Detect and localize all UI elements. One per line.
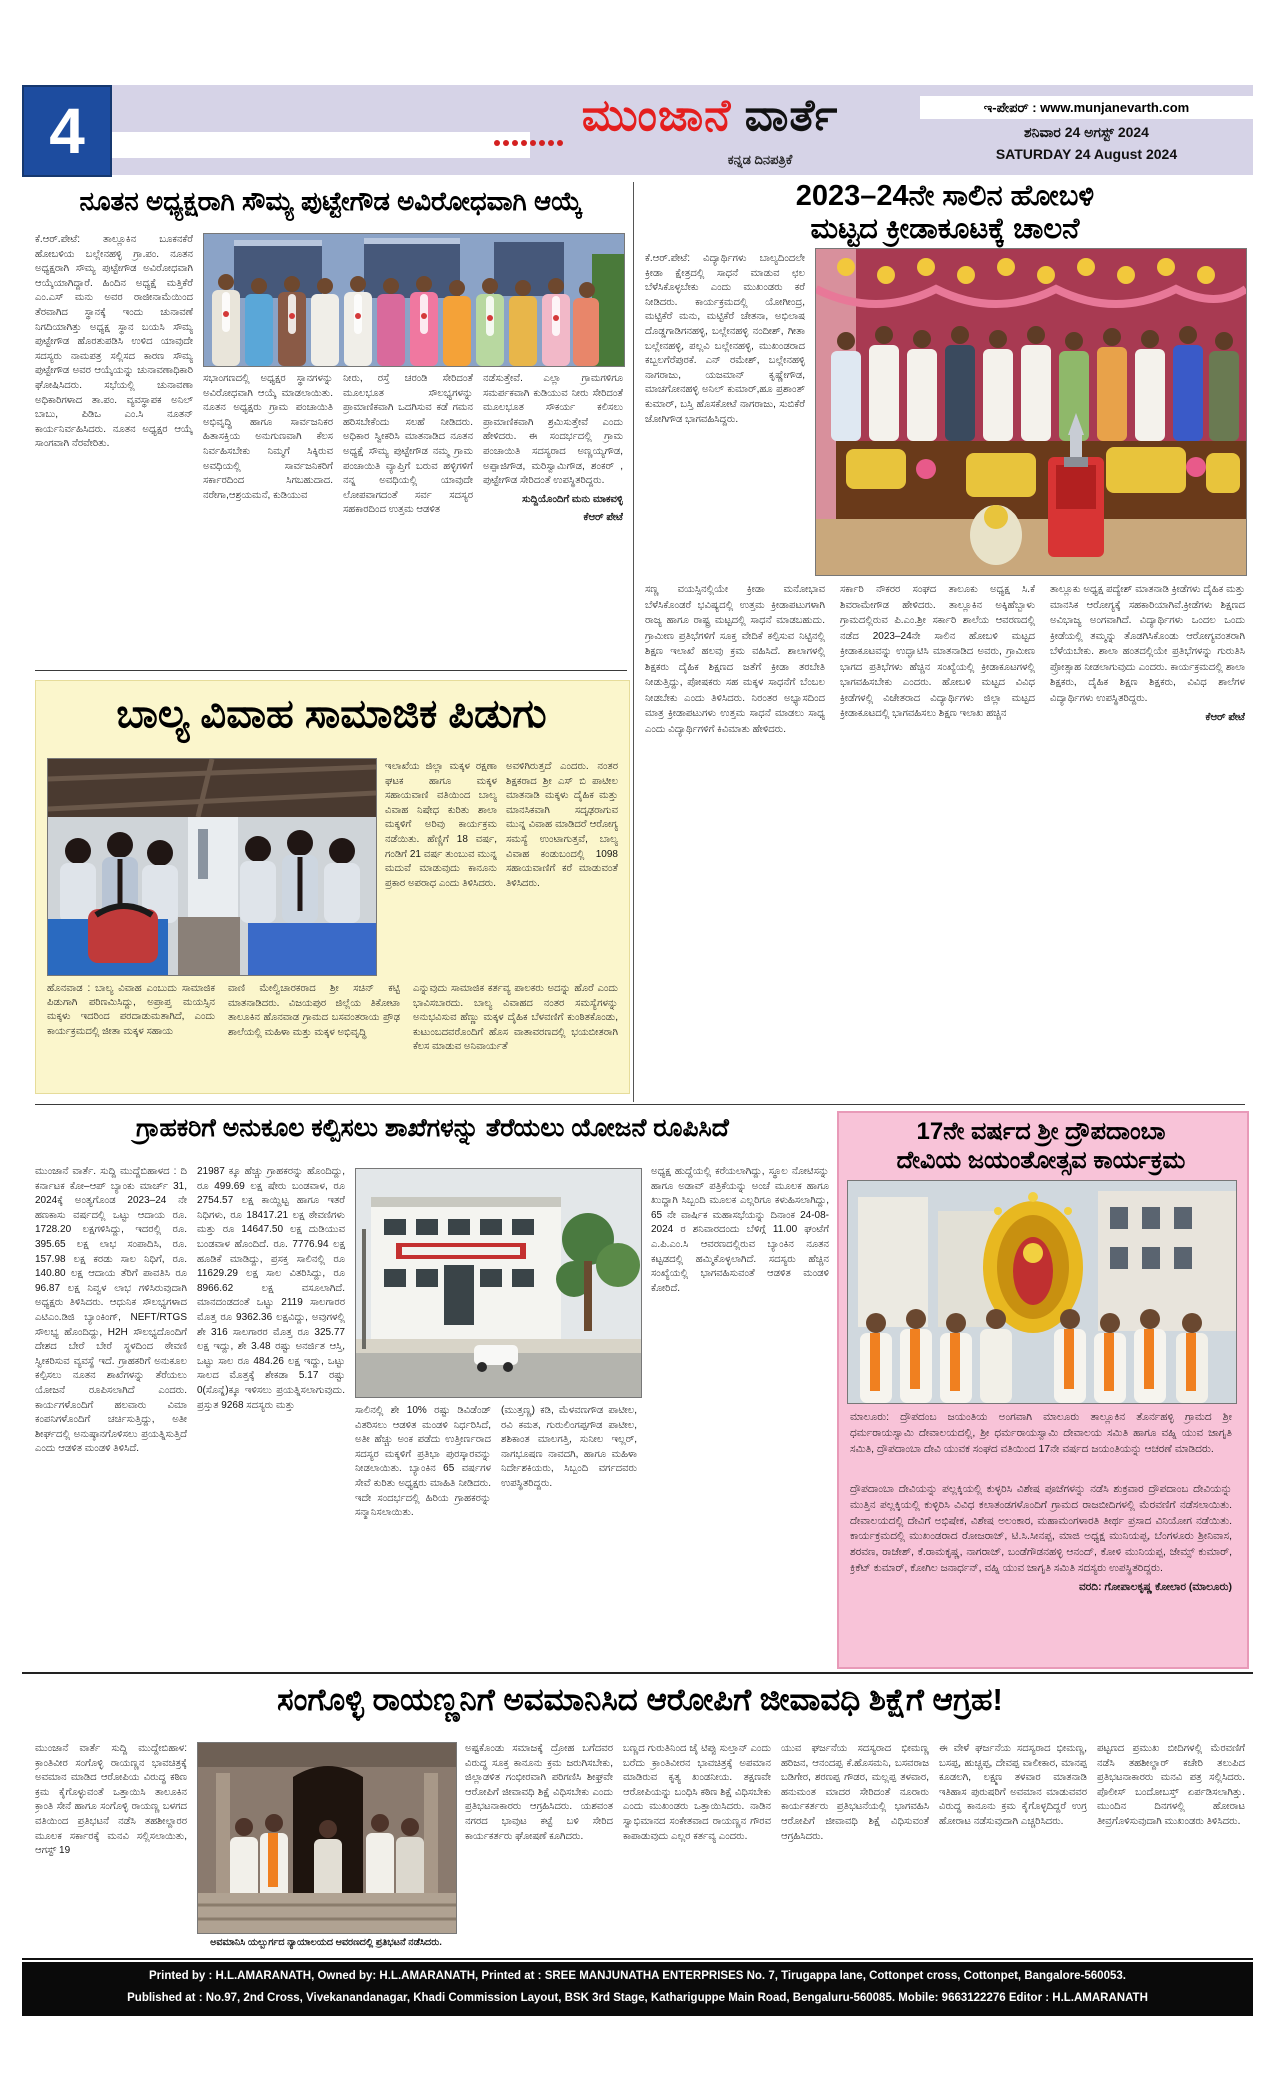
article1-headline: ನೂತನ ಅಧ್ಯಕ್ಷರಾಗಿ ಸೌಮ್ಯ ಪುಟ್ಟೇಗೌಡ ಅವಿರೋಧವಾಗಿ ಆಯ್ಕೆ xyxy=(79,186,583,216)
masthead-tagline: ಕನ್ನಡ ದಿನಪತ್ರಿಕೆ xyxy=(727,152,793,167)
article3-caption-col2: ವಾಣಿ ಮೇಲ್ವಿಚಾರಕರಾದ ಶ್ರೀ ಸಚಿನ್ ಕಟ್ಟಿ ಮಾತನಾಡಿದರು. ವಿಜಯಪುರ ಜಿಲ್ಲೆಯ ತಿಕೋಟಾ ತಾಲೂಕಿನ ಹೊನವಾಡ ಗ್ರಾಮದ ಬಸವಂತರಾಯ ಪ್ರೌಢ ಶಾಲೆಯಲ್ಲಿ ಮಹಿಳಾ ಮತ್ತು ಮಕ್ಕಳ ಅಭಿವೃದ್ಧಿ xyxy=(228,983,400,1038)
article3-colR1: ಇಲಾಖೆಯ ಜಿಲ್ಲಾ ಮಕ್ಕಳ ರಕ್ಷಣಾ ಘಟಕ ಹಾಗೂ ಮಕ್ಕಳ ಸಹಾಯವಾಣಿ ವತಿಯಿಂದ ಬಾಲ್ಯ ವಿವಾಹ ನಿಷೇಧ ಕುರಿತು ಶಾಲಾ ಮಕ್ಕಳಿಗೆ ಅರಿವು ಕಾರ್ಯಕ್ರಮ ನಡೆಯಿತು. ಹೆಣ್ಣಿಗೆ 18 ವರ್ಷ, ಗಂಡಿಗೆ 21 ವರ್ಷ ತುಂಬುವ ಮುನ್ನ ಮದುವೆ ಮಾಡುವುದು ಕಾನೂನು ಪ್ರಕಾರ ಅಪರಾಧ ಎಂದು ತಿಳಿಸಿದರು. xyxy=(385,761,497,889)
article3-caption-col1: ಹೊನವಾಡ : ಬಾಲ್ಯ ವಿವಾಹ ಎಂಬುದು ಸಾಮಾಜಿಕ ಪಿಡುಗಾಗಿ ಪರಿಣಮಿಸಿದ್ದು, ಅಪ್ರಾಪ್ತ ಮಯಸ್ಸಿನ ಮಕ್ಕಳು ಇದರಿಂದ ಪರದಾಡುಮತಾಗಿದೆ, ಎಂದು ಕಾರ್ಯಕ್ರಮದಲ್ಲಿ ಜೀತಾ ಮಕ್ಕಳ ಸಹಾಯ xyxy=(47,983,215,1037)
article2-colA: ಸಣ್ಣ ವಯಸ್ಸಿನಲ್ಲಿಯೇ ಕ್ರೀಡಾ ಮನೋಭಾವ ಬೆಳೆಸಿಕೊಂಡರೆ ಭವಿಷ್ಯದಲ್ಲಿ ಉತ್ತಮ ಕ್ರೀಡಾಪಟುಗಳಾಗಿ ರಾಜ್ಯ ಹಾಗೂ ರಾಷ್ಟ್ರ ಮಟ್ಟದಲ್ಲಿ ಸಾಧನೆ ಮಾಡಬಹುದು. ಗ್ರಾಮೀಣ ಪ್ರತಿಭೆಗಳಿಗೆ ಸೂಕ್ತ ವೇದಿಕೆ ಕಲ್ಪಿಸುವ ನಿಟ್ಟಿನಲ್ಲಿ ಶಿಕ್ಷಣ ಇಲಾಖೆ ಹಲವು ಕ್ರಮ ವಹಿಸಿದೆ. ಶಾಲಾಗಳಲ್ಲಿ ಶಿಕ್ಷಕರು ದೈಹಿಕ ಶಿಕ್ಷಣದ ಜತೆಗೆ ಕ್ರೀಡಾ ತರಬೇತಿ ನೀಡುತ್ತಿದ್ದು, ಪೋಷಕರು ಸಹ ಮಕ್ಕಳ ಸಾಧನೆಗೆ ಬೆಂಬಲ ನೀಡಬೇಕು ಎಂದು ತಿಳಿಸಿದರು. ನಿರಂತರ ಅಭ್ಯಾಸದಿಂದ ಮಾತ್ರ ಕ್ರೀಡಾಪಟುಗಳು ಉತ್ತಮ ಸಾಧನೆ ಮಾಡಲು ಸಾಧ್ಯ ಎಂದು ವಿದ್ಯಾರ್ಥಿಗಳಿಗೆ ಕಿವಿಮಾತು ಹೇಳಿದರು. xyxy=(645,584,825,735)
article5-para2 xyxy=(850,1482,1232,1658)
article2-headline-line2: ಮಟ್ಟದ ಕ್ರೀಡಾಕೂಟಕ್ಕೆ ಚಾಲನೆ xyxy=(810,213,1080,246)
masthead-title-black: ವಾರ್ತೆ xyxy=(731,91,839,140)
article4-photo xyxy=(355,1168,642,1398)
article6-caption: ಅವಮಾನಿಸಿ ಯಲ್ಬುರ್ಗದ ನ್ಯಾಯಾಲಯದ ಆವರಣದಲ್ಲಿ ಪ್ರತಿಭಟನೆ ನಡೆಸಿದರು. xyxy=(210,1937,442,1948)
protest-memorandum-photo xyxy=(198,1743,456,1933)
article1-col3: ನೀರು, ರಸ್ತೆ ಚರಂಡಿ ಸೇರಿದಂತೆ ಮೂಲಭೂತ ಸೌಲಭ್ಯಗಳನ್ನು ಪ್ರಾಮಾಣಿಕವಾಗಿ ಒದಗಿಸುವ ಕಡೆ ಗಮನ ಹರಿಸಬೇಕೆಂದು ಸಲಹೆ ನೀಡಿದರು. ಅಧಿಕಾರ ಸ್ವೀಕರಿಸಿ ಮಾತನಾಡಿದ ನೂತನ ಅಧ್ಯಕ್ಷೆ ಸೌಮ್ಯ ಪುಟ್ಟೇಗೌಡ ನಮ್ಮ ಗ್ರಾಮ ಪಂಚಾಯಿತಿ ವ್ಯಾಪ್ತಿಗೆ ಬರುವ ಹಳ್ಳಿಗಳಿಗೆ ನನ್ನ ಅವಧಿಯಲ್ಲಿ ಯಾವುದೇ ಲೋಪವಾಗದಂತೆ ಸರ್ವ ಸದಸ್ಯರ ಸಹಕಾರದಿಂದ ಉತ್ತಮ ಆಡಳಿತ xyxy=(343,373,473,516)
article1-col4-text: ನಡೆಸುತ್ತೇವೆ. ಎಲ್ಲಾ ಗ್ರಾಮಗಳಿಗೂ ಸಮರ್ಪಕವಾಗಿ ಕುಡಿಯುವ ನೀರು ಸೇರಿದಂತೆ ಮೂಲಭೂತ ಸೌಕರ್ಯ ಕಲಿಸಲು ಪ್ರಾಮಾಣಿಕವಾಗಿ ಶ್ರಮಿಸುತ್ತೇವೆ ಎಂದು ಹೇಳಿದರು. ಈ ಸಂದರ್ಭದಲ್ಲಿ ಗ್ರಾಮ ಪಂಚಾಯಿತಿ ಸದಸ್ಯರಾದ ಅಣ್ಣಯ್ಯಗೌಡ, ಅಪ್ಪಾಜಿಗೌಡ, ಮರಿಸ್ವಾಮಿಗೌಡ, ಶಂಕರ್ , ಪುಟ್ಟೇಗೌಡ ಸೇರಿದಂತೆ ಉಪಸ್ಥಿತರಿದ್ದರು. xyxy=(483,373,623,487)
article1-byline: ಸುದ್ದಿಯೊಂದಿಗೆ ಮನು ಮಾಕವಳ್ಳಿ xyxy=(522,493,623,505)
footer-line2: Published at : No.97, 2nd Cross, Vivekanandanagar, Khadi Commission Layout, BSK 3rd Stage, Kathariguppe Main Road, Bengaluru-560085. Mobile: 9663122276 Editor : H.L.AMARANATH xyxy=(127,1991,1148,2004)
article5-headline xyxy=(845,1118,1237,1176)
divider-bottom-top xyxy=(22,1672,1253,1674)
article2-headline xyxy=(645,180,1245,247)
sports-inauguration-photo xyxy=(816,249,1246,575)
article6-col2: ಅಷ್ಟಕೊಂಡು ಸಮಾಜಕ್ಕೆ ದ್ರೋಹ ಬಗೆದವರ ವಿರುದ್ಧ ಸೂಕ್ತ ಕಾನೂನು ಕ್ರಮ ಜರುಗಿಸಬೇಕು, ಜಿಲ್ಲಾಡಳಿತ ಗಂಭೀರವಾಗಿ ಪರಿಗಣಿಸಿ ಶೀಘ್ರವೇ ಆರೋಪಿಗೆ ಜೀವಾವಧಿ ಶಿಕ್ಷೆ ವಿಧಿಸಬೇಕು ಎಂದು ಪ್ರತಿಭಟನಾಕಾರರು ಆಗ್ರಹಿಸಿದರು. ಯಶವಂತ ನಗರದ ಭಾವುಟ ಕಟ್ಟೆ ಬಳಿ ಸೇರಿದ ಕಾರ್ಯಕರ್ತರು ಘೋಷಣೆ ಕೂಗಿದರು. xyxy=(465,1743,613,1842)
date-kannada: ಶನಿವಾರ 24 ಅಗಸ್ಟ್ 2024 xyxy=(1024,124,1149,140)
page-number: 4 xyxy=(22,85,112,177)
article2-headline-line1: 2023–24ನೇ ಸಾಲಿನ ಹೋಬಳಿ xyxy=(795,180,1095,212)
classroom-awareness-photo xyxy=(48,759,376,975)
article6-photo xyxy=(197,1742,457,1934)
article5-reporter: ವರದಿ: ಗೋಪಾಲಕೃಷ್ಣ ಕೋಲಾರ (ಮಾಲೂರು) xyxy=(1079,1580,1232,1593)
epaper-link[interactable]: ಇ-ಪೇಪರ್ : www.munjanevarth.com xyxy=(920,96,1253,119)
divider-mid xyxy=(35,1104,1245,1105)
article1-col2: ಸಭಾಂಗಣದಲ್ಲಿ ಅಧ್ಯಕ್ಷರ ಸ್ಥಾನಗಳನ್ನು ಅವಿರೋಧವಾಗಿ ಆಯ್ಕೆ ಮಾಡಲಾಯಿತು. ನೂತನ ಅಧ್ಯಕ್ಷರು ಗ್ರಾಮ ಪಂಚಾಯಿತಿ ಅಭಿವೃದ್ಧಿ ಹಾಗೂ ಸಾರ್ವಜನಿಕರ ಹಿತಾಸಕ್ತಿಯ ಅನುಗುಣವಾಗಿ ಕೆಲಸ ನಿರ್ವಹಿಸಬೇಕು ನಿಮ್ಮಗೆ ಸಿಕ್ಕಿರುವ ಅವಧಿಯಲ್ಲಿ ಸಾರ್ವಜನಿಕರಿಗೆ ಸರ್ಕಾರದಿಂದ ಸಿಗಬಹುದಾದ. ನರೇಗಾ,ಆಶ್ರಯಮನೆ, ಕುಡಿಯುವ xyxy=(203,373,333,501)
article4-col2: 21987 ಕ್ಕೂ ಹೆಚ್ಚು ಗ್ರಾಹಕರನ್ನು ಹೊಂದಿದ್ದು, ರೂ 499.69 ಲಕ್ಷ ಷೇರು ಬಂಡವಾಳ, ರೂ 2754.57 ಲಕ್ಷ ಕಾಯ್ದಿಟ್ಟ ಹಾಗೂ ಇತರೆ ನಿಧಿಗಳು, ರೂ 18417.21 ಲಕ್ಷ ಠೇವಣಿಗಳು ಮತ್ತು ರೂ 14647.50 ಲಕ್ಷ ದುಡಿಯುವ ಬಂಡವಾಳ ಹೊಂದಿದೆ. ರೂ. 7776.94 ಲಕ್ಷ ಹೂಡಿಕೆ ಮಾಡಿದ್ದು, ಪ್ರಸಕ್ತ ಸಾಲಿನಲ್ಲಿ ರೂ 11629.29 ಲಕ್ಷ ಸಾಲ ವಿತರಿಸಿದ್ದು, ರೂ 8966.62 ಲಕ್ಷ ವಸೂಲಾಗಿದೆ. ಮಾನದಂಡದಂತೆ ಒಟ್ಟು 2119 ಸಾಲಗಾರರ ಮೊತ್ತ ರೂ 9362.36 ಲಕ್ಷವಿದ್ದು, ಅವುಗಳಲ್ಲಿ ಶೇ 316 ಸಾಲಗಾರರ ಮೊತ್ತ ರೂ 325.77 ಲಕ್ಷ ಇದ್ದು, ಶೇ 3.48 ರಷ್ಟು ಅನರ್ಜಿತ ಆಸ್ತಿ, ಒಟ್ಟು ಸಾಲ ರೂ 484.26 ಲಕ್ಷ ಇದ್ದು, ಒಟ್ಟು ಸಾಲದ ಮೊತ್ತಕ್ಕೆ ಶೇಕಡಾ 5.17 ರಷ್ಟು 0(ಸೊನ್ನೆ)ಕ್ಕೂ ಇಳಿಸಲು ಪ್ರಯತ್ನಿಸಲಾಗುವುದು. ಪ್ರಸ್ತುತ 9268 ಸದಸ್ಯರು ಮತ್ತು xyxy=(197,1166,345,1411)
article2-colB: ಸರ್ಕಾರಿ ನೌಕರರ ಸಂಘದ ತಾಲೂಕು ಅಧ್ಯಕ್ಷ ಸಿ.ಕೆ ಶಿವರಾಮೇಗೌಡ ಹೇಳಿದರು. ತಾಲ್ಲೂಕಿನ ಅಕ್ಕಿಹೆಬ್ಬಾಳು ಗ್ರಾಮದಲ್ಲಿರುವ ಪಿ.ಎಂ.ಶ್ರೀ ಸರ್ಕಾರಿ ಶಾಲೆಯ ಆವರಣದಲ್ಲಿ ನಡೆದ 2023–24ನೇ ಸಾಲಿನ ಹೋಬಳಿ ಮಟ್ಟದ ಕ್ರೀಡಾಕೂಟವನ್ನು ಉದ್ಘಾಟಿಸಿ ಮಾತನಾಡಿದ ಅವರು, ಗ್ರಾಮೀಣ ಭಾಗದ ಪ್ರತಿಭೆಗಳು ಹೆಚ್ಚಿನ ಸಂಖ್ಯೆಯಲ್ಲಿ ಕ್ರೀಡಾಕೂಟಗಳಲ್ಲಿ ಭಾಗವಹಿಸಬೇಕು ಎಂದರು. ಹೋಬಳಿ ಮಟ್ಟದ ವಿವಿಧ ಕ್ರೀಡೆಗಳಲ್ಲಿ ವಿಜೇತರಾದ ವಿದ್ಯಾರ್ಥಿಗಳು ಜಿಲ್ಲಾ ಮಟ್ಟದ ಕ್ರೀಡಾಕೂಟದಲ್ಲಿ ಭಾಗವಹಿಸಲು ಶಿಕ್ಷಣ ಇಲಾಖ ಹಚ್ಚಿನ xyxy=(840,584,1035,719)
divider-a1-bottom xyxy=(35,670,627,671)
article5-para1: ಮಾಲೂರು: ದ್ರೌಪದಂಬ ಜಯಂತಿಯ ಅಂಗವಾಗಿ ಮಾಲೂರು ತಾಲ್ಲೂಕಿನ ತೊರ್ನಹಳ್ಳಿ ಗ್ರಾಮದ ಶ್ರೀ ಧರ್ಮರಾಯಸ್ವಾಮಿ ದೇವಾಲಯದಲ್ಲಿ, ಶ್ರೀ ಧರ್ಮರಾಯಸ್ವಾಮಿ ದೇವಾಲಯ ಸಮಿತಿ ಹಾಗೂ ವಹ್ನಿ ಯುವ ಜಾಗೃತಿ ಸಮಿತಿ, ದ್ರೌಪದಾಂಬಾ ದೇವಿ ಯುವಕ ಸಂಘದ ವತಿಯಿಂದ 17ನೇ ವರ್ಷದ ಜಯಂತಿಯನ್ನು ಆಚರಣೆ ಮಾಡಿದರು. xyxy=(850,1411,1232,1455)
article2-colC-text: ತಾಲ್ಲೂಕು ಅಧ್ಯಕ್ಷ ಪದ್ಯೇಶ್ ಮಾತನಾಡಿ ಕ್ರೀಡೆಗಳು ದೈಹಿಕ ಮತ್ತು ಮಾನಸಿಕ ಆರೋಗ್ಯಕ್ಕೆ ಸಹಕಾರಿಯಾಗಿವೆ.ಕ್ರೀಡೆಗಳು ಶಿಕ್ಷಣದ ಅವಿಭಾಜ್ಯ ಅಂಗವಾಗಿದೆ. ವಿದ್ಯಾರ್ಥಿಗಳು ಒಂದಲ ಒಂದು ಕ್ರೀಡೆಯಲ್ಲಿ ತಮ್ಮನ್ನು ತೊಡಗಿಸಿಕೊಂಡು ಆರೋಗ್ಯವಂತರಾಗಿ ಬೆಳೆಯಬೇಕು. ಶಾಲಾ ಹಂತದಲ್ಲಿಯೇ ಪ್ರತಿಭೆಗಳನ್ನು ಗುರುತಿಸಿ ಪ್ರೋತ್ಸಾಹ ನೀಡಲಾಗುವುದು ಎಂದರು. ಕಾರ್ಯಕ್ರಮದಲ್ಲಿ ಶಾಲಾ ಶಿಕ್ಷಕರು, ದೈಹಿಕ ಶಿಕ್ಷಣ ಶಿಕ್ಷಕರು, ವಿವಿಧ ಶಾಲೆಗಳ ವಿದ್ಯಾರ್ಥಿಗಳು ಉಪಸ್ಥಿತರಿದ್ದರು. xyxy=(1050,584,1245,704)
article6-col1: ಮುಂಜಾನೆ ವಾರ್ತೆ ಸುದ್ದಿ ಮುದ್ದೇಬಿಹಾಳ: ಕ್ರಾಂತಿವೀರ ಸಂಗೊಳ್ಳಿ ರಾಯಣ್ಣನ ಭಾವಚಿತ್ರಕ್ಕೆ ಅವಮಾನ ಮಾಡಿದ ಆರೋಪಿಯ ವಿರುದ್ಧ ಕಠಿಣ ಕ್ರಮ ಕೈಗೊಳ್ಳುವಂತೆ ಒತ್ತಾಯಿಸಿ ತಾಲೂಕಿನ ಕ್ರಾಂತಿ ಸೇನೆ ಹಾಗೂ ಸಂಗೊಳ್ಳಿ ರಾಯಣ್ಣ ಬಳಗದ ವತಿಯಿಂದ ಪ್ರತಿಭಟನೆ ನಡೆಸಿ ತಹಶೀಲ್ದಾರರ ಮೂಲಕ ಸರ್ಕಾರಕ್ಕೆ ಮನವಿ ಸಲ್ಲಿಸಲಾಯಿತು, ಆಗಸ್ಟ್ 19 xyxy=(35,1743,187,1857)
footer-imprint xyxy=(22,1962,1253,2016)
article2-photo xyxy=(815,248,1247,576)
article4-col4: (ಮುತ್ತಣ್ಣ) ಕಡಿ, ಮೆಳವಣಗೌಡ ಪಾಟೀಲ, ರವಿ ಕಮತ, ಗುರುಲಿಂಗಪ್ಪಗೌಡ ಪಾಟೀಲ, ಶಶಿಕಾಂತ ಮಾಲಗತ್ತಿ, ಸುನೀಲ ಇಲ್ಲರ್, ನಾಗಭೂಷಣ ನಾವದಗಿ, ಹಾಗೂ ಮಹಿಳಾ ನಿರ್ದೇಶಕಿಯರು, ಸಿಬ್ಬಂದಿ ವರ್ಗದವರು ಉಪಸ್ಥಿತರಿದ್ದರು. xyxy=(501,1405,637,1489)
article4-col3: ಸಾಲಿನಲ್ಲಿ ಶೇ 10% ರಷ್ಟು ಡಿವಿಡೆಂಡ್ ವಿತರಿಸಲು ಆಡಳಿತ ಮಂಡಳಿ ನಿರ್ಧರಿಸಿದೆ, ಅತೀ ಹೆಚ್ಚು ಅಂಕ ಪಡೆದು ಉತ್ತೀರ್ಣರಾದ ಸದಸ್ಯರ ಮಕ್ಕಳಿಗೆ ಪ್ರತಿಭಾ ಪುರಸ್ಕಾರವನ್ನು ನೀಡಲಾಯಿತು. ಬ್ಯಾಂಕಿನ 65 ವರ್ಷಗಳ ಸೇವೆ ಕುರಿತು ಅಧ್ಯಕ್ಷರು ಮಾಹಿತಿ ನೀಡಿದರು. ಇದೇ ಸಂದರ್ಭದಲ್ಲಿ ಹಿರಿಯ ಗ್ರಾಹಕರನ್ನು ಸನ್ಮಾನಿಸಲಾಯಿತು. xyxy=(355,1405,491,1519)
article2-col1: ಕೆ.ಆರ್.ಪೇಟೆ: ವಿದ್ಯಾರ್ಥಿಗಳು ಬಾಲ್ಯದಿಂದಲೇ ಕ್ರೀಡಾ ಕ್ಷೇತ್ರದಲ್ಲಿ ಸಾಧನೆ ಮಾಡುವ ಛಲ ಬೆಳೆಸಿಕೊಳ್ಳಬೇಕು ಎಂದು ಮುಖಂಡರು ಕರೆ ನೀಡಿದರು. ಕಾರ್ಯಕ್ರಮದಲ್ಲಿ ಯೋಗೀಂದ್ರ, ಮಟ್ಟಿಕೆರೆ ಮನು, ಮಟ್ಟಿಕೆರೆ ಚೇತನಾ, ಅಭಿಲಾಷ ದೊಡ್ಡಗಾಡಿಗನಹಳ್ಳಿ, ಬಲ್ಲೇನಹಳ್ಳಿ ನಂದೀಶ್, ಗೀತಾ ಬಲ್ಲೇನಹಳ್ಳಿ, ಪಲ್ಲವಿ ಬಲ್ಲೇನಹಳ್ಳಿ, ಮುಖಂಡರಾದ ಕಬ್ಬಲಗೆರೆಪುರಕೆ. ಎನ್ ರಮೇಶ್, ಬಲ್ಲೇನಹಳ್ಳಿ ನಾಗರಾಜು, ಯಜಮಾನ್ ಕೃಷ್ಣೇಗೌಡ, ಮಾಚಗೋನಹಳ್ಳಿ ಅನಿಲ್ ಕುಮಾರ್,ಹೂ ಪ್ರಶಾಂತ್ ಕುಮಾರ್, ಬಸ್ತಿ ಹೊಸಕೋಟೆ ನಾಗರಾಜು, ಸುಬಿಕೆರೆ ಜೋಗಿಗೌಡ ಭಾಗವಹಿಸಿದ್ದರು. xyxy=(645,253,805,425)
article4-col5: ಅಧ್ಯಕ್ಷ ಹುದ್ದೆಯಲ್ಲಿ ಕರೆಯಲಾಗಿದ್ದು, ಸ್ಥೂಲ ನೋಟಿಸನ್ನು ಹಾಗೂ ಅಡಾವ್ ಪತ್ರಿಕೆಯನ್ನು ಅಂಚೆ ಮೂಲಕ ಹಾಗೂ ಖುದ್ದಾಗಿ ಸಿಬ್ಬಂದಿ ಮೂಲಕ ಎಲ್ಲರಿಗೂ ಕಳುಹಿಸಲಾಗಿದ್ದು, 65 ನೇ ವಾರ್ಷಿಕ ಮಹಾಸಭೆಯನ್ನು ದಿನಾಂಕ 24-08-2024 ರ ಶನಿವಾರದಂದು ಬೆಳಿಗ್ಗೆ 11.00 ಘಂಟೆಗೆ ಎ.ಪಿ.ಎಂ.ಸಿ ಆವರಣದಲ್ಲಿರುವ ಬ್ಯಾಂಕಿನ ನೂತನ ಕಟ್ಟಡದಲ್ಲಿ ಹಮ್ಮಿಕೊಳ್ಳಲಾಗಿದೆ. ಸದಸ್ಯರು ಹೆಚ್ಚಿನ ಸಂಖ್ಯೆಯಲ್ಲಿ ಭಾಗವಹಿಸುವಂತೆ ಆಡಳಿತ ಮಂಡಳಿ ಕೋರಿದೆ. xyxy=(651,1166,829,1294)
article6-col5: ಈ ವೇಳೆ ಘರ್ಜನೆಯ ಸದಸ್ಯರಾದ ಭೀಮಣ್ಣ, ಬಸಪ್ಪ, ಹುಚ್ಚಪ್ಪ, ದೇವಪ್ಪ ವಾಲೀಕಾರ, ಮಾನಪ್ಪ ಕೂಡಲಗಿ, ಲಕ್ಷ್ಮಣ ತಳವಾರ ಮಾತನಾಡಿ ಇತಿಹಾಸ ಪುರುಷರಿಗೆ ಅವಮಾನ ಮಾಡುವವರ ವಿರುದ್ಧ ಕಾನೂನು ಕ್ರಮ ಕೈಗೊಳ್ಳದಿದ್ದರೆ ಉಗ್ರ ಹೋರಾಟ ನಡೆಸುವುದಾಗಿ ಎಚ್ಚರಿಸಿದರು. xyxy=(939,1743,1087,1827)
article3-headline: ಬಾಲ್ಯ ವಿವಾಹ ಸಾಮಾಜಿಕ ಪಿಡುಗು xyxy=(116,692,547,736)
article5-para2-text: ದ್ರೌಪದಾಂಬಾ ದೇವಿಯನ್ನು ಪಲ್ಲಕ್ಕಿಯಲ್ಲಿ ಕುಳ್ಳರಿಸಿ ವಿಶೇಷ ಪೂಜೆಗಳನ್ನು ನಡೆಸಿ ಶುಕ್ರವಾರ ದ್ರೌಪದಾಂಬ ದೇವಿಯನ್ನು ಮುತ್ತಿನ ಪಲ್ಲಕ್ಕಿಯಲ್ಲಿ ಕುಳ್ಳಿರಿಸಿ ವಿವಿಧ ಕಲಾತಂಡಗಳೊಂದಿಗೆ ಗ್ರಾಮದ ರಾಜಬೀದಿಗಳಲ್ಲಿ ಮೆರವಣಿಗೆ ನಡೆಸಲಾಯಿತು. ದೇವಾಲಯದಲ್ಲಿ ದೇವಿಗೆ ಅಭಿಷೇಕ, ವಿಶೇಷ ಅಲಂಕಾರ, ಮಹಾಮಂಗಳಾರತಿ ತೀರ್ಥ ಪ್ರಸಾದ ವಿನಿಯೋಗ ನಡೆಯಿತು. ಕಾರ್ಯಕ್ರಮದಲ್ಲಿ ಮುಖಂಡರಾದ ರೋಜರಾಜ್, ಟಿ.ಸಿ.ಸೀನಪ್ಪ, ಮಾಜಿ ಅಧ್ಯಕ್ಷ ಮುನಿಯಪ್ಪ, ಬೆಂಗಳೂರು ಶ್ರೀನಿವಾಸ, ಶರವಣ, ರಾಜೇಶ್, ಕೆ.ರಾಮಕೃಷ್ಣ, ನಾಗರಾಜ್, ಬಂಡೆಗೌಡನಹಳ್ಳಿ ಆನಂದ್, ಕೋಳಿ ಮುನಿಯಪ್ಪ, ಜೇಮ್ಸ್ ಕುಮಾರ್, ಕ್ರಿಕೆಟ್ ಕುಮಾರ್, ಕೋಗಿಲ ಜನಾರ್ಧನ್, ವಹ್ನಿ ಯುವ ಜಾಗೃತಿ ಸಮಿತಿ ಸದಸ್ಯರು ಉಪಸ್ಥಿತರಿದ್ದರು. xyxy=(850,1483,1232,1574)
article3-col3: ಎನ್ನುವುದು ಸಾಮಾಜಿಕ ಕರ್ತವ್ಯ ಪಾಲಕರು ಅದನ್ನು ಹೊರೆ ಎಂದು ಭಾವಿಸಬಾರದು. ಬಾಲ್ಯ ವಿವಾಹದ ನಂತರ ಸಮಸ್ಯೆಗಳನ್ನು ಅನುಭವಿಸುವ ಹೆಣ್ಣು ಮಕ್ಕಳ ದೈಹಿಕ ಬೆಳವಣಿಗೆ ಕುಂಠಿತಕೊಂಡು, ಕುಟುಂಬದವರೊಂದಿಗೆ ಹೊಸ ವಾತಾವರಣದಲ್ಲಿ ಭಯಬೀತರಾಗಿ ಕೆಲಸ ಮಾಡುವ ಅನಿವಾರ್ಯತೆ xyxy=(413,983,618,1053)
article5-headline-line1: 17ನೇ ವರ್ಷದ ಶ್ರೀ ದ್ರೌಪದಾಂಬಾ xyxy=(916,1118,1166,1145)
article6-headline: ಸಂಗೊಳ್ಳಿ ರಾಯಣ್ಣನಿಗೆ ಅವಮಾನಿಸಿದ ಆರೋಪಿಗೆ ಜೀವಾವಧಿ ಶಿಕ್ಷೆಗೆ ಆಗ್ರಹ! xyxy=(277,1682,1003,1717)
jayanti-procession-photo xyxy=(848,1181,1236,1403)
article2-byline: ಕೆಆರ್ ಪೇಟೆ xyxy=(1205,712,1245,723)
article2-colC xyxy=(1050,582,1245,1100)
article5-photo xyxy=(847,1180,1237,1404)
article1-byline-place: ಕೆಆರ್ ಪೇಟೆ xyxy=(583,512,623,524)
article3-photo xyxy=(47,758,377,976)
article1-col1: ಕೆ.ಆರ್.ಪೇಟೆ: ತಾಲ್ಲೂಕಿನ ಬೂಕನಕೆರೆ ಹೋಬಳಿಯ ಬಲ್ಲೇನಹಳ್ಳಿ ಗ್ರಾ.ಪಂ. ನೂತನ ಅಧ್ಯಕ್ಷರಾಗಿ ಸೌಮ್ಯ ಪುಟ್ಟೇಗೌಡ ಅವಿರೋಧವಾಗಿ ಆಯ್ಕೆಯಾಗಿದ್ದಾರೆ. ಹಿಂದಿನ ಅಧ್ಯಕ್ಷೆ ಮತ್ತಿಕೆರೆ ಎಂ.ಎಸ್ ಮನು ಅವರ ರಾಜೀನಾಮೆಯಿಂದ ತೆರವಾಗಿದ ಸ್ಥಾನಕ್ಕೆ ಇಂದು ಚುನಾವಣೆ ನಿಗದಿಯಾಗಿತ್ತು ಅಧ್ಯಕ್ಷ ಸ್ಥಾನ ಬಯಸಿ ಸೌಮ್ಯ ಪುಟ್ಟೇಗೌಡ ಹೊರತುಪಡಿಸಿ ಉಳಿದ ಯಾವುದೇ ಸದಸ್ಯರು ನಾಮಪತ್ರ ಸಲ್ಲಿಸದ ಕಾರಣ ಸೌಮ್ಯ ಪುಟ್ಟೇಗೌಡ ಅವರ ಆಯ್ಕೆಯನ್ನು ಚುನಾವಣಾಧಿಕಾರಿ ಘೋಷಿಸಿದರು. ಸಭೆಯಲ್ಲಿ ಚುನಾವಣಾ ಅಧಿಕಾರಿಗಳಾದ ತಾ.ಪಂ. ವ್ಯವಸ್ಥಾಪಕ ಅನಿಲ್ ಬಾಬು, ಪಿಡಿಒ ಎಂ.ಸಿ ನೂತನ್ ಕಾರ್ಯನಿರ್ವಹಿಸಿದರು. ನೂತನ ಅಧ್ಯಕ್ಷರ ಆಯ್ಕೆ ಸಾಂಗವಾಗಿ ನೆರವೇರಿತು. xyxy=(35,234,193,450)
article5-headline-line2: ದೇವಿಯ ಜಯಂತೋತ್ಸವ ಕಾರ್ಯಕ್ರಮ xyxy=(896,1146,1186,1174)
article1-photo xyxy=(203,233,625,367)
masthead-title xyxy=(500,91,920,140)
garlanded-leaders-photo xyxy=(204,234,624,366)
article4-col1: ಮುಂಜಾನೆ ವಾರ್ತೆ. ಸುದ್ದಿ ಮುದ್ದೆಬಿಹಾಳದ : ದಿ ಕರ್ನಾಟಕ ಕೋ–ಆಪ್ ಬ್ಯಾಂಕು ಮಾರ್ಚ್ 31, 2024ಕ್ಕೆ ಅಂತ್ಯಗೊಂಡ 2023–24 ನೇ ಹಣಕಾಸು ವರ್ಷದಲ್ಲಿ ಒಟ್ಟು ಆದಾಯ ರೂ. 1728.20 ಲಕ್ಷಗಳಿಸಿದ್ದು, ಇದರಲ್ಲಿ ರೂ. 395.65 ಲಕ್ಷ ಲಾಭ ಸಂಪಾದಿಸಿ, ರೂ. 157.98 ಲಕ್ಷ ಕರಡು ಸಾಲ ನಿಧಿಗೆ, ರೂ. 140.80 ಲಕ್ಷ ಆದಾಯ ತೆರಿಗೆ ಪಾವತಿಸಿ ರೂ 96.87 ಲಕ್ಷ ನಿವ್ವಳ ಲಾಭ ಗಳಿಸಿರುವುದಾಗಿ ಅಧ್ಯಕ್ಷರು ತಿಳಿಸಿದರು. ಆಧುನಿಕ ಸೌಲಭ್ಯಗಳಾದ ಎಟಿಎಂ.ಡಿಜಿ ಬ್ಯಾಂಕಿಂಗ್, NEFT/RTGS ಸೌಲಭ್ಯ ಹೊಂದಿದ್ದು, H2H ಸೌಲಭ್ಯದೊಂದಿಗೆ ದೇಶದ ಬೇರೆ ಬೇರೆ ಸ್ಥಳದಿಂದ ಠೇವಣಿ ಸ್ವೀಕರಿಸುವ ವ್ಯವಸ್ಥೆ ಇದೆ. ಗ್ರಾಹಕರಿಗೆ ಅನುಕೂಲ ಕಲ್ಪಿಸಲು ನೂತನ ಶಾಖೆಗಳನ್ನು ತೆರೆಯಲು ಯೋಜನೆ ರೂಪಿಸಲಾಗಿದೆ ಎಂದರು. ಕಾರ್ಯಗಳೊಂದಿಗೆ ಹಲವಾರು ವಿಮಾ ಕಂಪನಿಗಳೊಂದಿಗೆ ಚರ್ಚಿಸುತ್ತಿದ್ದು, ಅತೀ ಶೀರ್ಘದಲ್ಲಿ ಅನುಷ್ಠಾನಗೊಳಿಸಲು ಪ್ರಯತ್ನಿಸುತ್ತಿದೆ ಎಂದು ಆಡಳಿತ ಮಂಡಳಿ ತಿಳಿಸಿದೆ. xyxy=(35,1166,187,1455)
article6-col3: ಬಣ್ಣದ ಗುರುತಿನಿಂದ ಜೈ ಟಿಪ್ಪು ಸುಲ್ತಾನ್ ಎಂದು ಬರೆದು ಕ್ರಾಂತಿವೀರನ ಭಾವಚಿತ್ರಕ್ಕೆ ಅಪಮಾನ ಮಾಡಿರುವ ಕೃತ್ಯ ಖಂಡನೀಯ. ತಕ್ಷಣವೇ ಆರೋಪಿಯನ್ನು ಬಂಧಿಸಿ ಕಠಿಣ ಶಿಕ್ಷೆ ವಿಧಿಸಬೇಕು ಎಂದು ಮುಖಂಡರು ಒತ್ತಾಯಿಸಿದರು. ನಾಡಿನ ಸ್ವಾಭಿಮಾನದ ಸಂಕೇತವಾದ ರಾಯಣ್ಣನ ಗೌರವ ಕಾಪಾಡುವುದು ಎಲ್ಲರ ಕರ್ತವ್ಯ ಎಂದರು. xyxy=(623,1743,771,1842)
article3-colR2: ಅವಳಿಗಿರುತ್ತದೆ ಎಂದರು. ನಂತರ ಶಿಕ್ಷಕರಾದ ಶ್ರೀ ಎಸ್ ಬಿ ಪಾಟೀಲ ಮಾತನಾಡಿ ಮಕ್ಕಳು ದೈಹಿಕ ಮತ್ತು ಮಾನಸಿಕವಾಗಿ ಸದೃಢರಾಗುವ ಮುನ್ನ ವಿವಾಹ ಮಾಡಿದರೆ ಆರೋಗ್ಯ ಸಮಸ್ಯೆ ಉಂಟಾಗುತ್ತವೆ, ಬಾಲ್ಯ ವಿವಾಹ ಕಂಡುಬಂದಲ್ಲಿ 1098 ಸಹಾಯವಾಣಿಗೆ ಕರೆ ಮಾಡುವಂತೆ ತಿಳಿಸಿದರು. xyxy=(506,761,618,889)
bank-building-photo xyxy=(356,1169,641,1397)
article6-col6: ಪಟ್ಟಣದ ಪ್ರಮುಖ ಬೀದಿಗಳಲ್ಲಿ ಮೆರವಣಿಗೆ ನಡೆಸಿ ತಹಶೀಲ್ದಾರ್ ಕಚೇರಿ ತಲುಪಿದ ಪ್ರತಿಭಟನಾಕಾರರು ಮನವಿ ಪತ್ರ ಸಲ್ಲಿಸಿದರು. ಪೊಲೀಸ್ ಬಂದೋಬಸ್ತ್ ಏರ್ಪಡಿಸಲಾಗಿತ್ತು. ಮುಂದಿನ ದಿನಗಳಲ್ಲಿ ಹೋರಾಟ ತೀವ್ರಗೊಳಿಸುವುದಾಗಿ ಮುಖಂಡರು ತಿಳಿಸಿದರು. xyxy=(1097,1743,1245,1827)
masthead-title-red: ಮುಂಜಾನೆ xyxy=(581,91,732,140)
article6-col4: ಯುವ ಘರ್ಜನೆಯ ಸದಸ್ಯರಾದ ಭೀಮಣ್ಣ ಹರಿಜನ, ಆನಂದಪ್ಪ ಕೆ.ಹೊಸಮನಿ, ಬಸವರಾಜ ಬಡಿಗೇರ, ಶರಣಪ್ಪ ಗೌಡರ, ಮಲ್ಲಪ್ಪ ತಳವಾರ, ಹನುಮಂತ ಮಾದರ ಸೇರಿದಂತೆ ನೂರಾರು ಕಾರ್ಯಕರ್ತರು ಪ್ರತಿಭಟನೆಯಲ್ಲಿ ಭಾಗವಹಿಸಿ ಆರೋಪಿಗೆ ಜೀವಾವಧಿ ಶಿಕ್ಷೆ ವಿಧಿಸುವಂತೆ ಆಗ್ರಹಿಸಿದರು. xyxy=(781,1743,929,1842)
masthead-red-dots xyxy=(494,140,563,146)
date-english: SATURDAY 24 August 2024 xyxy=(995,146,1178,162)
article1-col4 xyxy=(483,372,623,665)
article4-headline: ಗ್ರಾಹಕರಿಗೆ ಅನುಕೂಲ ಕಲ್ಪಿಸಲು ಶಾಖೆಗಳನ್ನು ತೆರೆಯಲು ಯೋಜನೆ ರೂಪಿಸಿದೆ xyxy=(136,1114,729,1142)
divider-center-vertical xyxy=(633,182,634,1102)
footer-line1: Printed by : H.L.AMARANATH, Owned by: H.L.AMARANATH, Printed at : SREE MANJUNATHA ENTERPRISES No. 7, Tirugappa lane, Cottonpet cross, Cottonpet, Bangalore-560053. xyxy=(149,1970,1126,1982)
divider-footer-top xyxy=(22,1958,1253,1960)
masthead-white-notch xyxy=(108,132,530,158)
